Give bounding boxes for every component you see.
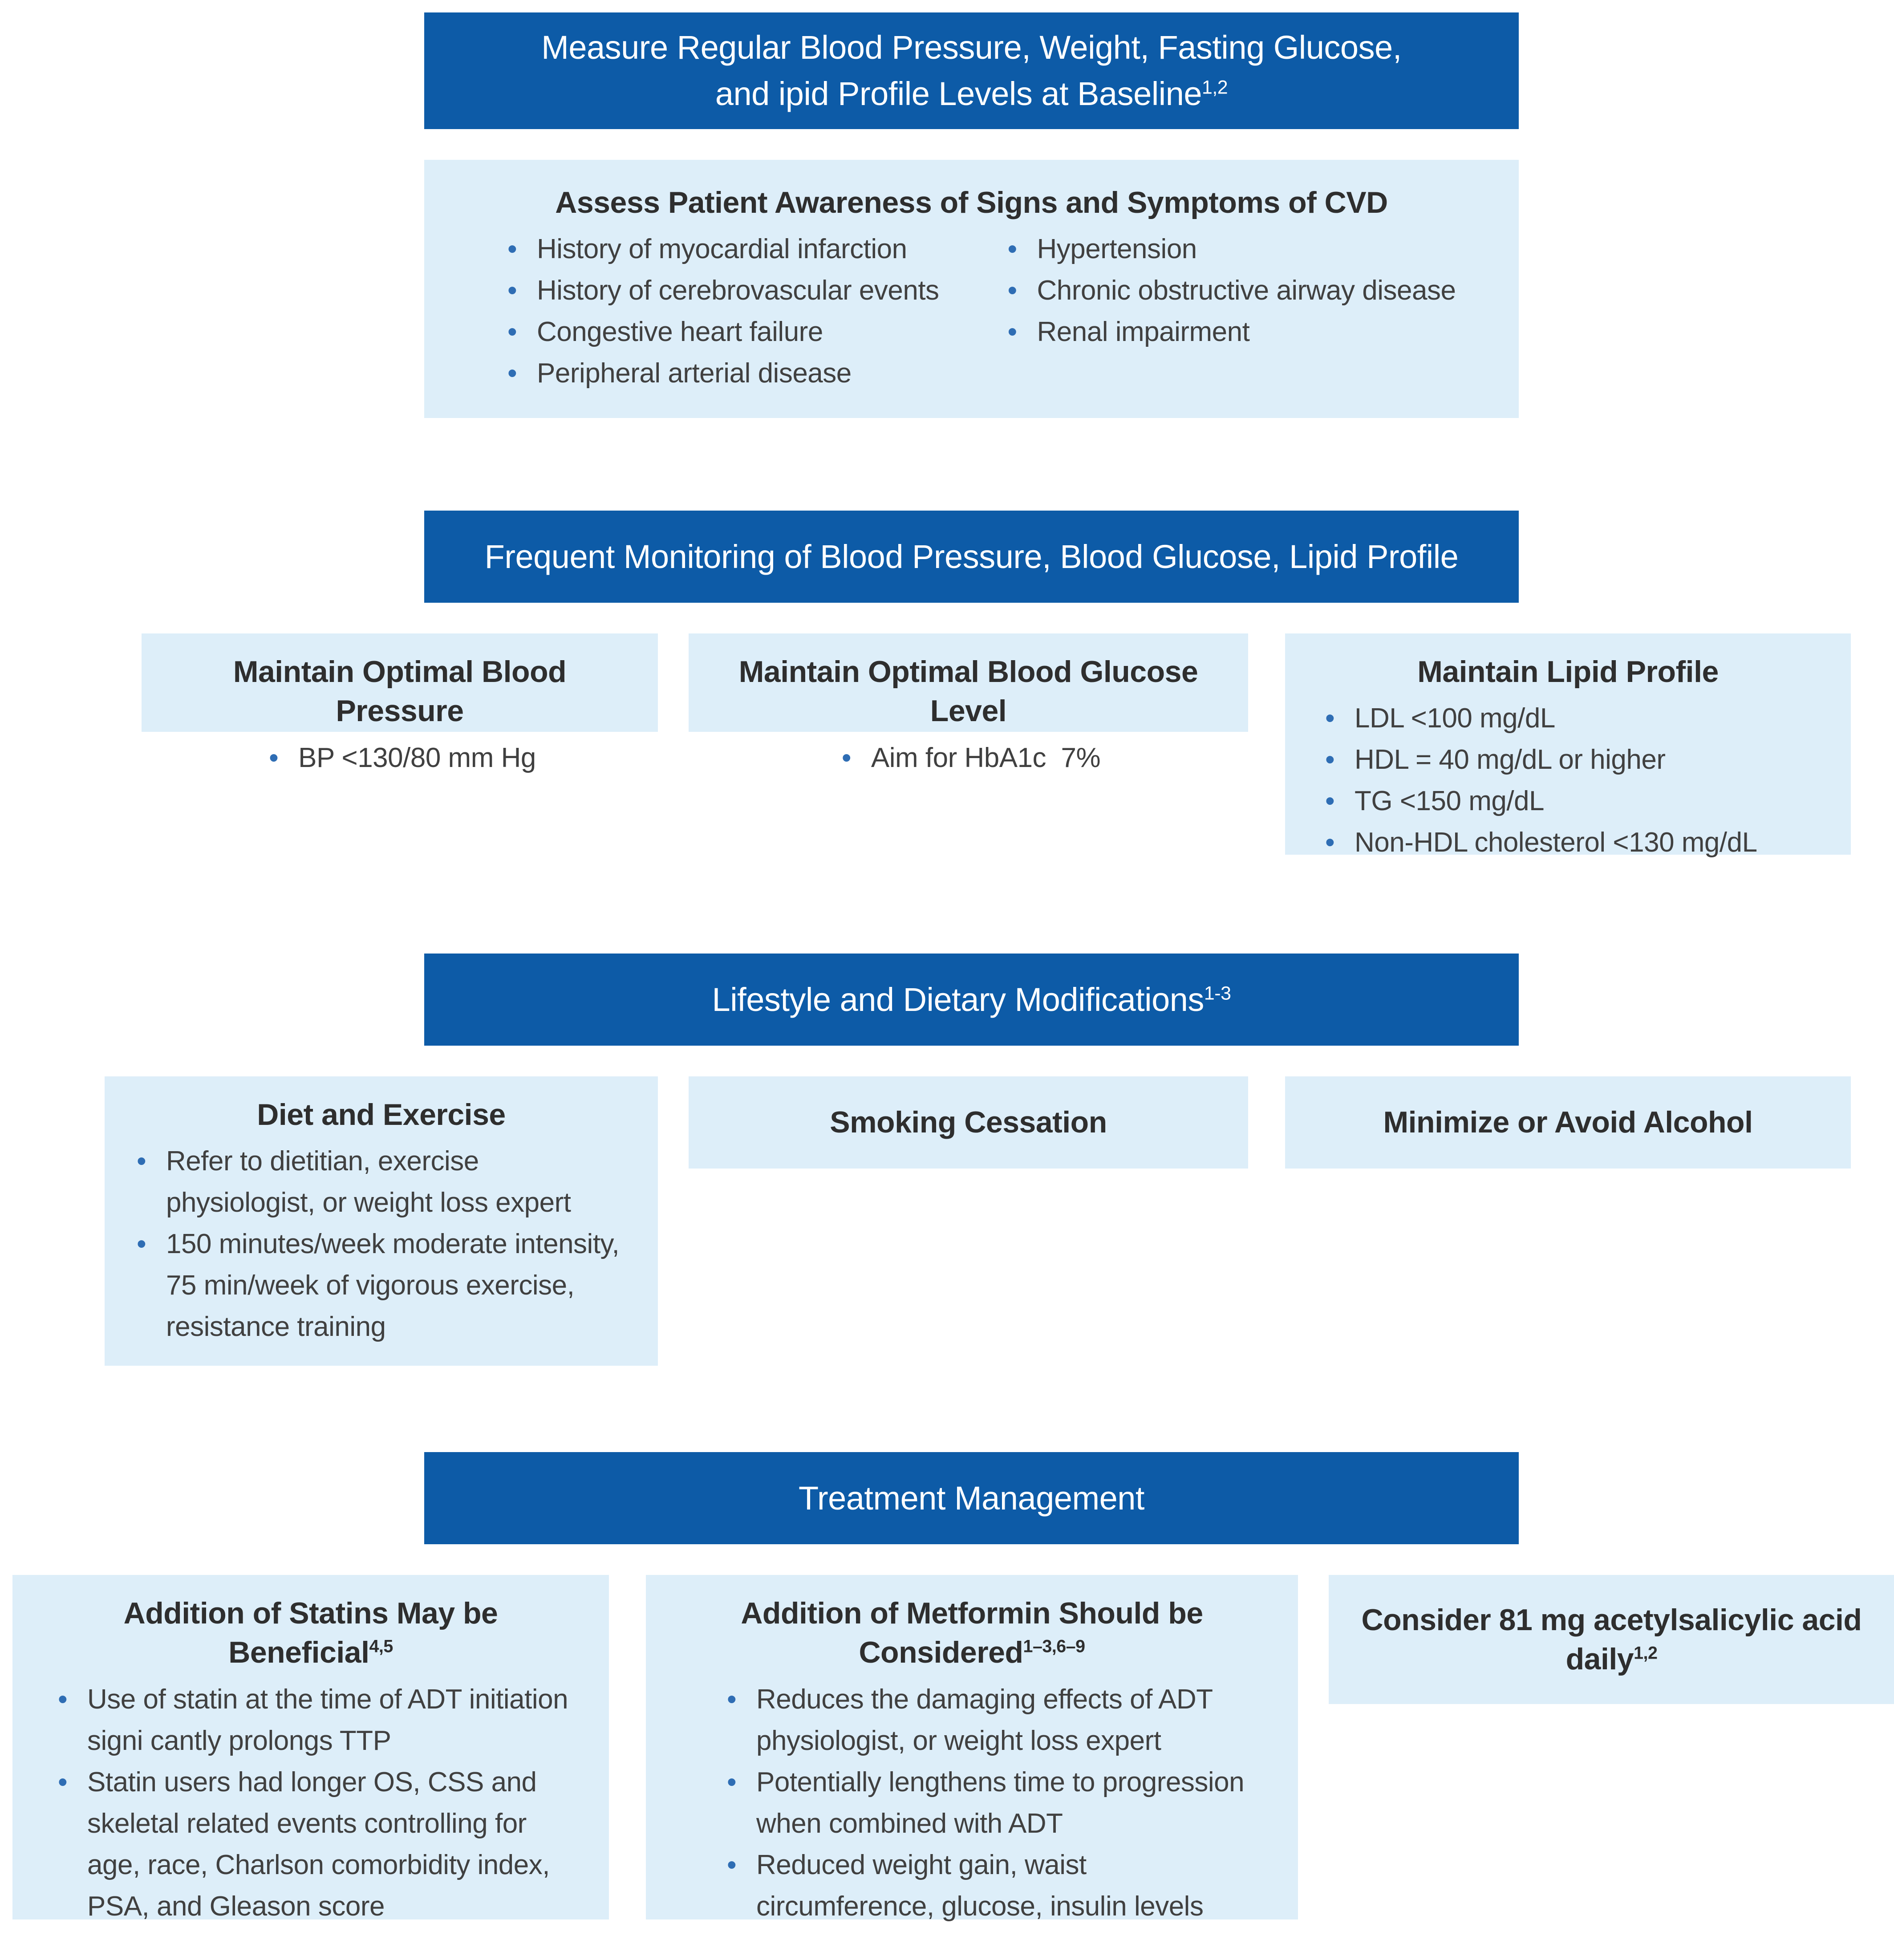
diet-exercise-list xyxy=(131,1140,631,1347)
list-item: • Statin users had longer OS, CSS and skeletal related events controlling for age, race, Charlson comorbidity index, PSA, and Gleason score xyxy=(53,1761,582,1927)
baseline-header-ref: 1,2 xyxy=(1202,77,1228,98)
awareness-left-list xyxy=(460,228,1002,394)
list-item: • Renal impairment xyxy=(1002,311,1483,353)
metformin-ref: 1–3,6–9 xyxy=(1023,1636,1085,1656)
baseline-measurement-header xyxy=(424,12,1519,129)
aspirin-title xyxy=(1355,1600,1868,1679)
patient-awareness-box xyxy=(424,160,1519,418)
list-item: • Hypertension xyxy=(1002,228,1483,270)
alcohol-title: Minimize or Avoid Alcohol xyxy=(1383,1105,1753,1140)
blood-glucose-list xyxy=(715,737,1221,779)
smoking-cessation-title: Smoking Cessation xyxy=(830,1105,1107,1140)
statins-list xyxy=(39,1679,582,1927)
aspirin-box xyxy=(1329,1575,1894,1704)
blood-pressure-list xyxy=(168,737,631,779)
list-item: • Use of statin at the time of ADT initiation signi cantly prolongs TTP xyxy=(53,1679,582,1761)
list-item: • TG <150 mg/dL xyxy=(1320,780,1824,822)
statins-box xyxy=(12,1575,609,1922)
baseline-header-line1: Measure Regular Blood Pressure, Weight, Fasting Glucose, xyxy=(541,29,1402,66)
list-item: • History of cerebrovascular events xyxy=(502,270,1002,311)
blood-pressure-box xyxy=(142,633,658,773)
list-item: • BP <130/80 mm Hg xyxy=(264,737,536,779)
baseline-header-line2-wrap xyxy=(715,71,1228,117)
lipid-profile-title: Maintain Lipid Profile xyxy=(1417,655,1719,689)
list-item: • Non-HDL cholesterol <130 mg/dL xyxy=(1320,822,1824,863)
list-item: • Chronic obstructive airway disease xyxy=(1002,270,1483,311)
list-item: • Refer to dietitian, exercise physiologist, or weight loss expert xyxy=(131,1140,631,1223)
list-item: • Congestive heart failure xyxy=(502,311,1002,353)
awareness-right-list xyxy=(1002,228,1483,394)
list-item: • Reduced weight gain, waist circumference, glucose, insulin levels xyxy=(722,1844,1258,1927)
frequent-monitoring-header-text: Frequent Monitoring of Blood Pressure, Blood Glucose, Lipid Profile xyxy=(484,538,1459,575)
diet-exercise-box xyxy=(105,1076,658,1366)
statins-title xyxy=(39,1594,582,1672)
diet-exercise-title: Diet and Exercise xyxy=(257,1098,506,1132)
lifestyle-header xyxy=(424,954,1519,1046)
lifestyle-header-text: Lifestyle and Dietary Modifications xyxy=(712,981,1204,1018)
frequent-monitoring-header xyxy=(424,511,1519,603)
patient-awareness-title: Assess Patient Awareness of Signs and Symptoms of CVD xyxy=(555,186,1388,219)
patient-awareness-columns xyxy=(451,228,1492,394)
lifestyle-header-text-wrap xyxy=(712,977,1231,1023)
list-item: • HDL = 40 mg/dL or higher xyxy=(1320,739,1824,780)
baseline-header-line2: and ipid Profile Levels at Baseline xyxy=(715,75,1202,112)
statins-ref: 4,5 xyxy=(369,1636,393,1656)
aspirin-ref: 1,2 xyxy=(1634,1643,1658,1663)
lifestyle-header-ref: 1-3 xyxy=(1204,982,1231,1004)
list-item: • Potentially lengthens time to progression when combined with ADT xyxy=(722,1761,1258,1844)
list-item: • 150 minutes/week moderate intensity, 75 min/week of vigorous exercise, resistance training xyxy=(131,1223,631,1347)
list-item: • Reduces the damaging effects of ADT physiologist, or weight loss expert xyxy=(722,1679,1258,1761)
list-item: • LDL <100 mg/dL xyxy=(1320,698,1824,739)
treatment-management-header xyxy=(424,1452,1519,1544)
metformin-box xyxy=(646,1575,1298,1922)
alcohol-box xyxy=(1285,1076,1851,1169)
aspirin-title-text: Consider 81 mg acetylsalicylic acid daily xyxy=(1361,1603,1862,1676)
metformin-title-text: Addition of Metformin Should be Considered xyxy=(741,1596,1203,1670)
treatment-management-header-text: Treatment Management xyxy=(799,1479,1144,1517)
blood-pressure-title: Maintain Optimal Blood Pressure xyxy=(233,655,567,728)
list-item: • History of myocardial infarction xyxy=(502,228,1002,270)
metformin-title xyxy=(673,1594,1271,1672)
metformin-list xyxy=(673,1679,1271,1927)
smoking-cessation-box xyxy=(689,1076,1248,1169)
list-item: • Aim for HbA1c 7% xyxy=(836,737,1100,779)
lipid-profile-list xyxy=(1312,698,1824,863)
blood-glucose-title: Maintain Optimal Blood Glucose Level xyxy=(738,655,1198,728)
list-item: • Peripheral arterial disease xyxy=(502,353,1002,394)
blood-glucose-box xyxy=(689,633,1248,773)
statins-title-text: Addition of Statins May be Beneficial xyxy=(123,1596,498,1670)
lipid-profile-box xyxy=(1285,633,1851,858)
